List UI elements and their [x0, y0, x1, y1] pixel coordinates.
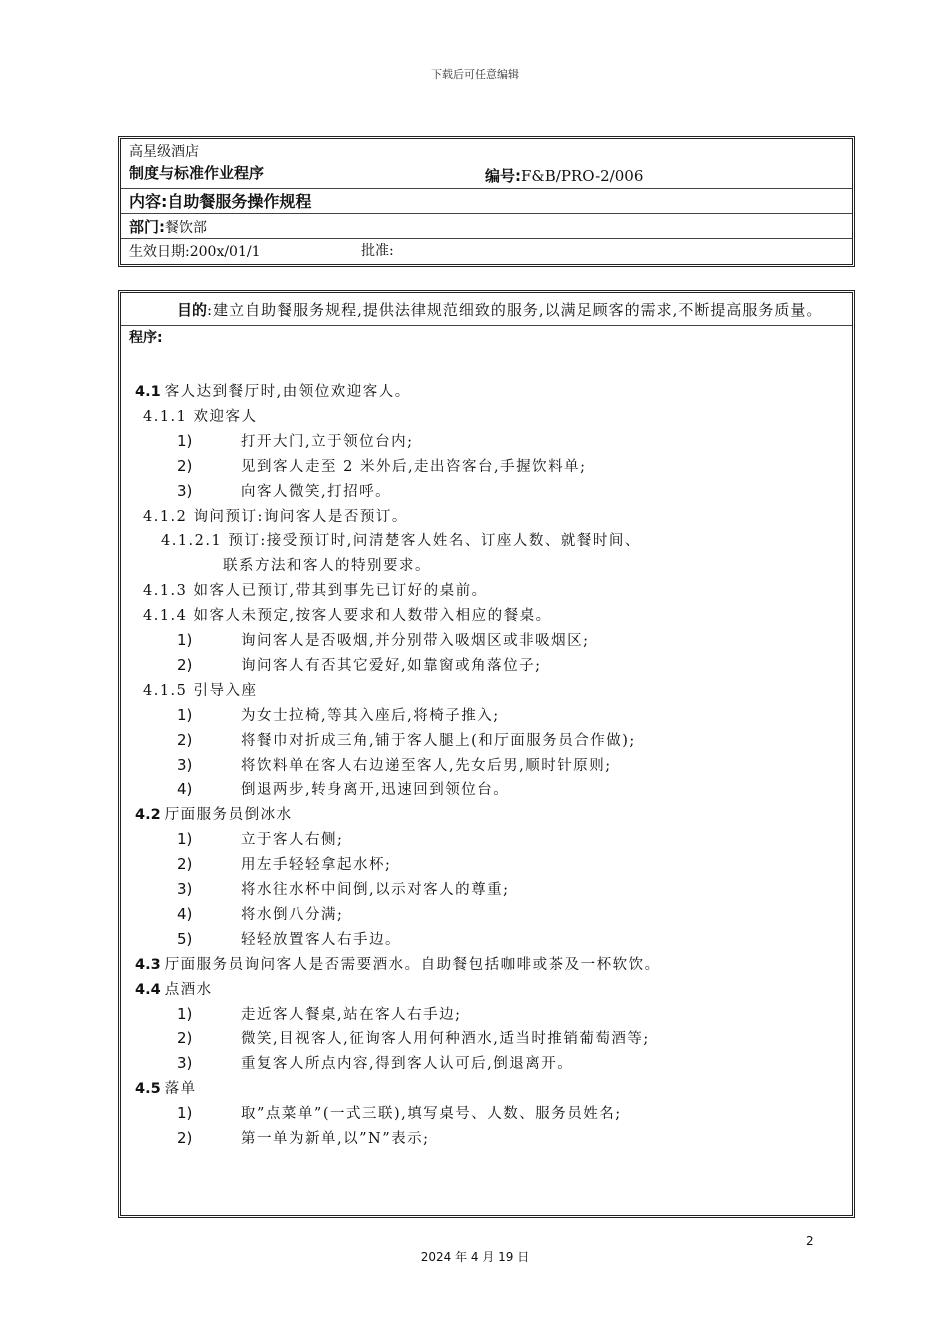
effective-date: 生效日期:200x/01/1 [129, 244, 261, 260]
item-number: 3) [177, 1054, 193, 1073]
dept-label: 部门: [129, 218, 165, 236]
item-number: 1) [177, 1004, 193, 1023]
section-heading [135, 803, 293, 824]
purpose-paragraph [121, 293, 852, 326]
section-number: 4.3 [135, 956, 161, 973]
subsection-line [143, 405, 258, 426]
line-text: 用左手轻轻拿起水杯; [241, 857, 392, 874]
item-number: 2) [177, 1129, 193, 1147]
item-number: 2) [177, 855, 193, 874]
document-code [485, 165, 643, 186]
list-item [177, 853, 391, 874]
line-text: 询问客人是否吸烟,并分别带入吸烟区或非吸烟区; [241, 633, 590, 649]
line-text: 4.1.4 如客人未预定,按客人要求和人数带入相应的餐桌。 [143, 608, 552, 625]
item-number: 2) [177, 456, 193, 475]
line-text: 4.1.2.1 预订:接受预订时,问清楚客人姓名、订座人数、就餐时间、 [161, 533, 641, 550]
line-text: 厅面服务员询问客人是否需要酒水。自助餐包括咖啡或茶及一杯软饮。 [164, 956, 661, 973]
list-item [177, 629, 590, 650]
section-number: 4.1 [135, 384, 161, 400]
list-item [177, 480, 391, 501]
hotel-name: 高星级酒店 [129, 144, 199, 160]
footer-date: 2024 年 4 月 19 日 [420, 1250, 530, 1264]
line-text: 将餐巾对折成三角,铺于客人腿上(和厅面服务员合作做); [241, 732, 636, 749]
content-label: 内容: [129, 192, 168, 211]
line-text: 走近客人餐桌,站在客人右手边; [241, 1006, 462, 1023]
line-text: 落单 [164, 1081, 197, 1098]
line-text: 厅面服务员倒冰水 [164, 807, 293, 824]
line-text: 客人达到餐厅时,由领位欢迎客人。 [164, 384, 411, 400]
item-number: 3) [177, 481, 193, 500]
header-table [118, 136, 855, 267]
line-text: 打开大门,立于领位台内; [241, 433, 414, 450]
line-text: 第一单为新单,以”N”表示; [241, 1131, 430, 1147]
item-number: 5) [177, 929, 193, 948]
subsection-line [223, 554, 431, 575]
list-item [177, 828, 343, 849]
line-text: 联系方法和客人的特别要求。 [223, 558, 431, 575]
content-title: 自助餐服务操作规程 [167, 192, 312, 211]
item-number: 2) [177, 655, 193, 674]
item-number: 1) [177, 705, 193, 724]
line-text: 将水往水杯中间倒,以示对客人的尊重; [241, 882, 510, 898]
list-item [177, 654, 542, 675]
subsection-line [143, 604, 552, 625]
section-number: 4.4 [135, 981, 161, 998]
list-item [177, 903, 343, 924]
line-text: 将饮料单在客人右边递至客人,先女后男,顺时针原则; [241, 757, 612, 774]
section-number: 4.5 [135, 1081, 161, 1098]
line-text: 立于客人右侧; [241, 832, 344, 849]
procedure-table [118, 290, 855, 1218]
line-text: 将水倒八分满; [241, 906, 344, 923]
list-item [177, 1052, 573, 1073]
list-item [177, 928, 401, 949]
document-title: 制度与标准作业程序 [129, 164, 265, 182]
list-item [177, 1102, 622, 1123]
item-number: 1) [177, 431, 193, 450]
section-heading [135, 1077, 197, 1098]
section-heading [135, 380, 411, 401]
line-text: 取”点菜单”(一式三联),填写桌号、人数、服务员姓名; [241, 1106, 622, 1123]
line-text: 向客人微笑,打招呼。 [241, 483, 392, 500]
item-number: 3) [177, 880, 193, 898]
item-number: 4) [177, 780, 193, 799]
list-item [177, 1003, 462, 1024]
item-number: 1) [177, 631, 193, 649]
line-text: 微笑,目视客人,征询客人用何种酒水,适当时推销葡萄酒等; [241, 1031, 650, 1048]
line-text: 4.1.5 引导入座 [143, 682, 258, 699]
line-text: 4.1.1 欢迎客人 [143, 408, 258, 425]
list-item [177, 778, 509, 799]
header-row-date [121, 239, 852, 264]
header-row-dept [121, 214, 852, 239]
line-text: 询问客人有否其它爱好,如靠窗或角落位子; [241, 657, 542, 674]
header-row-content [121, 189, 852, 214]
purpose-text: :建立自助餐服务规程,提供法律规范细致的服务,以满足顾客的需求,不断提高服务质量。 [207, 301, 823, 319]
item-number: 1) [177, 1104, 193, 1123]
item-number: 2) [177, 730, 193, 749]
list-item [177, 455, 587, 476]
item-number: 2) [177, 1029, 193, 1048]
item-number: 4) [177, 904, 193, 923]
section-number: 4.2 [135, 807, 161, 824]
line-text: 4.1.3 如客人已预订,带其到事先已订好的桌前。 [143, 583, 488, 600]
purpose-label: 目的 [177, 301, 208, 319]
subsection-line [143, 579, 488, 600]
list-item [177, 754, 612, 775]
subsection-line [143, 505, 408, 526]
subsection-line [143, 679, 258, 700]
header-row-title [121, 139, 852, 189]
approval-label: 批准: [361, 243, 394, 259]
list-item [177, 1127, 430, 1148]
list-item [177, 878, 510, 899]
line-text: 为女士拉椅,等其入座后,将椅子推入; [241, 707, 500, 724]
line-text: 重复客人所点内容,得到客人认可后,倒退离开。 [241, 1056, 574, 1073]
line-text: 倒退两步,转身离开,迅速回到领位台。 [241, 782, 510, 799]
list-item [177, 729, 636, 750]
item-number: 3) [177, 755, 193, 774]
line-text: 4.1.2 询问预订:询问客人是否预订。 [143, 508, 408, 525]
dept-value: 餐饮部 [165, 220, 207, 236]
code-label: 编号: [485, 167, 521, 185]
section-heading [135, 978, 213, 999]
subsection-line [161, 529, 641, 550]
section-heading [135, 953, 661, 974]
list-item [177, 430, 414, 451]
line-text: 见到客人走至 2 米外后,走出咨客台,手握饮料单; [241, 458, 587, 475]
code-value: F&B/PRO-2/006 [521, 167, 644, 185]
item-number: 1) [177, 830, 193, 849]
top-note: 下载后可任意编辑 [431, 68, 519, 81]
procedure-label: 程序: [129, 330, 163, 346]
line-text: 点酒水 [164, 981, 213, 998]
page-number: 2 [806, 1234, 814, 1248]
line-text: 轻轻放置客人右手边。 [241, 931, 401, 948]
list-item [177, 1027, 650, 1048]
list-item [177, 704, 500, 725]
